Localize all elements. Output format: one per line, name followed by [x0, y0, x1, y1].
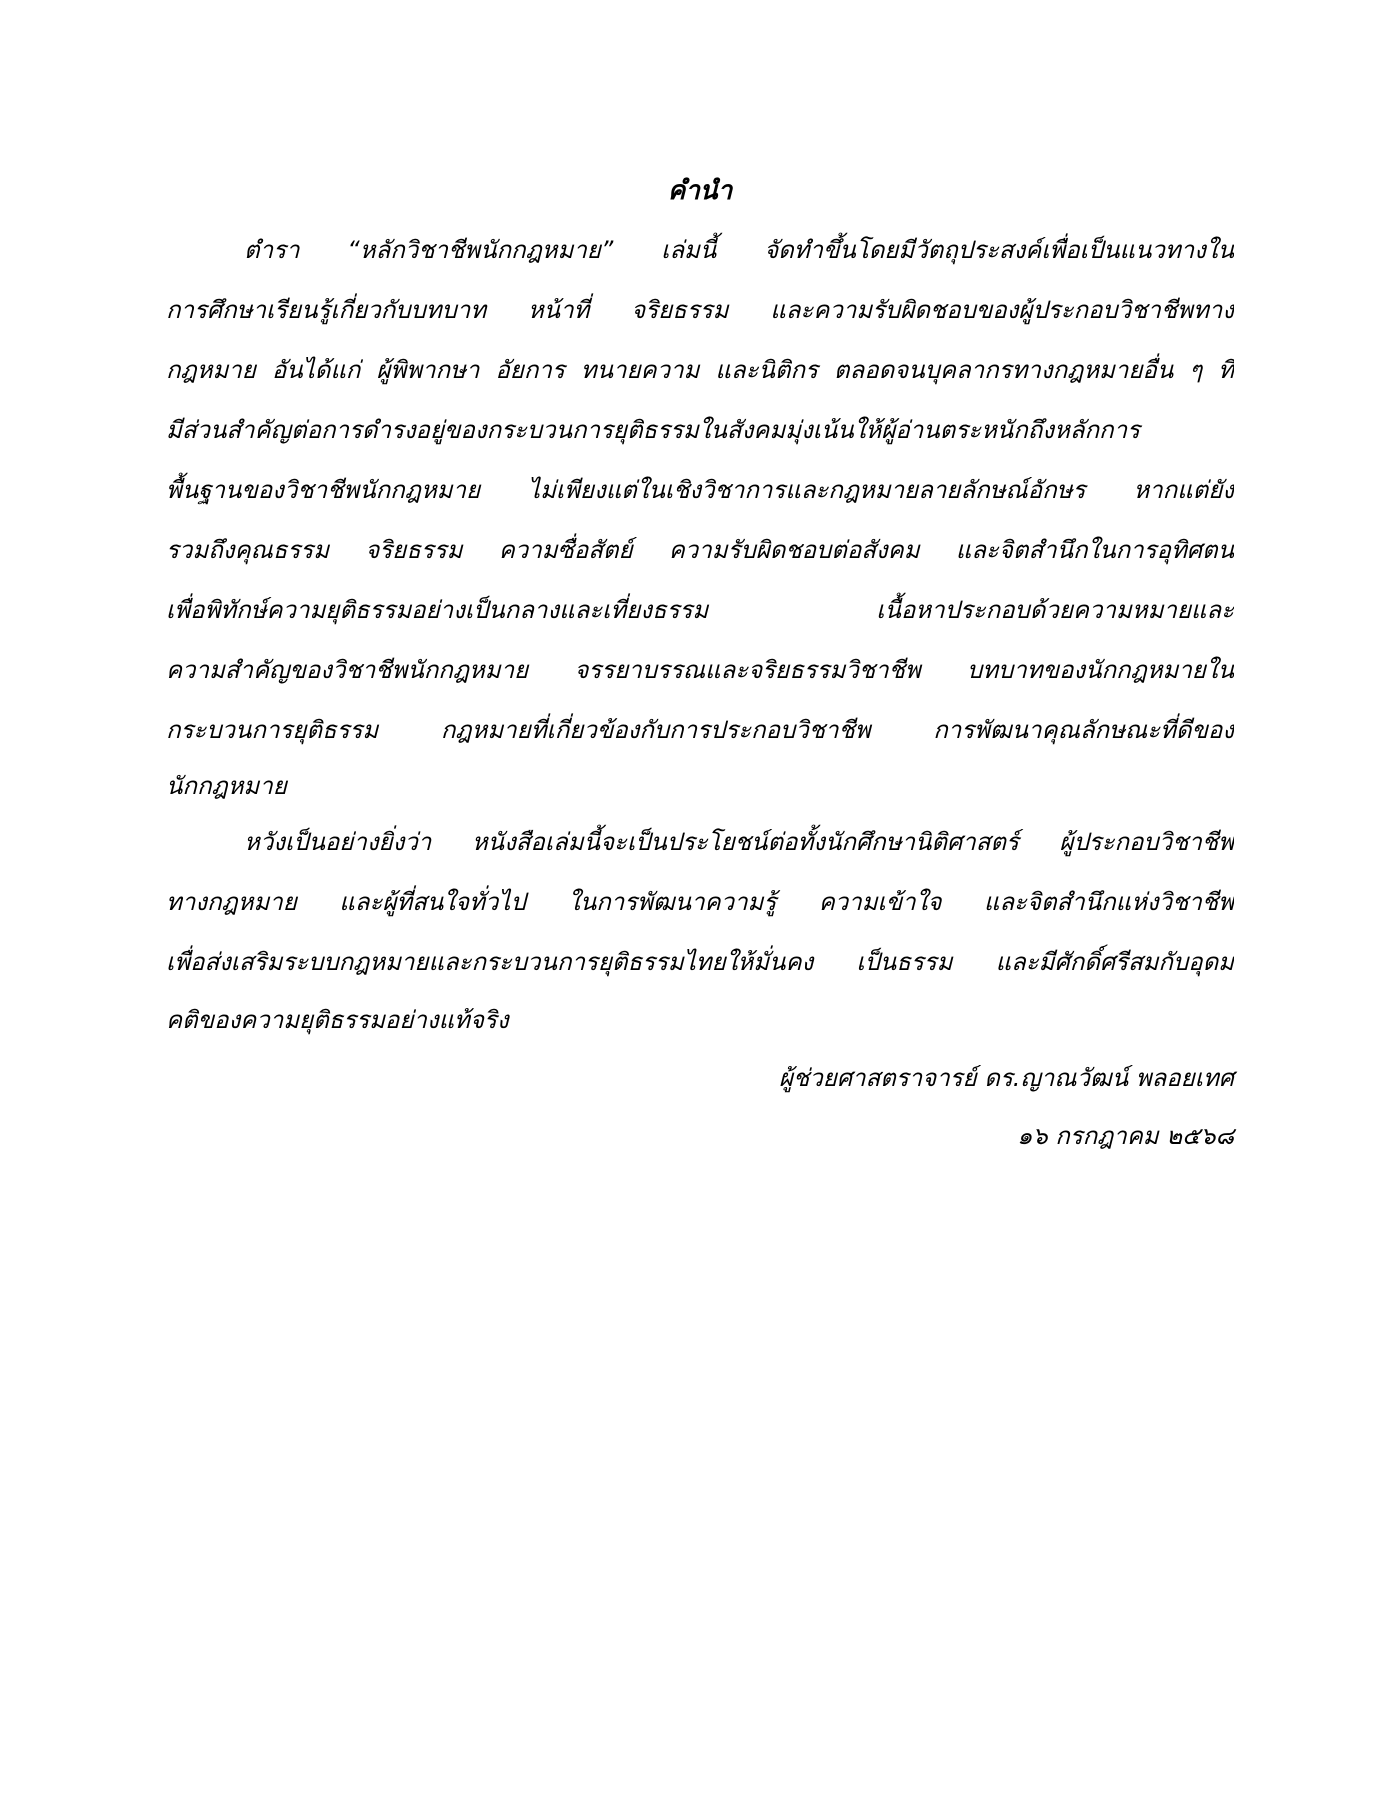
paragraph-1-line: มีส่วนสำคัญต่อการดำรงอยู่ของกระบวนการยุติธรรมในสังคมมุ่งเน้นให้ผู้อ่านตระหนักถึงหลักการ [166, 416, 1140, 444]
paragraph-1-line: รวมถึงคุณธรรม จริยธรรม ความซื่อสัตย์ ความรับผิดชอบต่อสังคม และจิตสำนึกในการอุทิศตน [166, 536, 1234, 564]
paragraph-1-line: ตำรา “หลักวิชาชีพนักกฎหมาย” เล่มนี้ จัดทำขึ้นโดยมีวัตถุประสงค์เพื่อเป็นแนวทางใน [244, 236, 1234, 264]
paragraph-1-line: เพื่อพิทักษ์ความยุติธรรมอย่างเป็นกลางและเที่ยงธรรม เนื้อหาประกอบด้วยความหมายและ [166, 596, 1234, 624]
paragraph-1-line: กฎหมาย อันได้แก่ ผู้พิพากษา อัยการ ทนายความ และนิติกร ตลอดจนบุคลากรทางกฎหมายอื่น ๆ ที่ [166, 356, 1234, 384]
paragraph-2-line: คติของความยุติธรรมอย่างแท้จริง [166, 1006, 509, 1034]
paragraph-1-line: พื้นฐานของวิชาชีพนักกฎหมาย ไม่เพียงแต่ในเชิงวิชาการและกฎหมายลายลักษณ์อักษร หากแต่ยัง [166, 476, 1234, 504]
paragraph-2-line: ทางกฎหมาย และผู้ที่สนใจทั่วไป ในการพัฒนาความรู้ ความเข้าใจ และจิตสำนึกแห่งวิชาชีพ [166, 888, 1234, 916]
paragraph-1-line: ความสำคัญของวิชาชีพนักกฎหมาย จรรยาบรรณและจริยธรรมวิชาชีพ บทบาทของนักกฎหมายใน [166, 656, 1234, 684]
paragraph-1-line: นักกฎหมาย [166, 772, 287, 800]
signature-date: ๑๖ กรกฎาคม ๒๕๖๘ [1017, 1122, 1234, 1150]
paragraph-1-line: กระบวนการยุติธรรม กฎหมายที่เกี่ยวข้องกับการประกอบวิชาชีพ การพัฒนาคุณลักษณะที่ดีของ [166, 716, 1234, 744]
paragraph-1-line: การศึกษาเรียนรู้เกี่ยวกับบทบาท หน้าที่ จริยธรรม และความรับผิดชอบของผู้ประกอบวิชาชีพทาง [166, 296, 1234, 324]
signature-author: ผู้ช่วยศาสตราจารย์ ดร.ญาณวัฒน์ พลอยเทศ [778, 1064, 1234, 1092]
paragraph-2-line: เพื่อส่งเสริมระบบกฎหมายและกระบวนการยุติธรรมไทยให้มั่นคง เป็นธรรม และมีศักดิ์ศรีสมกับอุดม [166, 948, 1234, 976]
page-title: คำนำ [667, 176, 733, 206]
paragraph-2-line: หวังเป็นอย่างยิ่งว่า หนังสือเล่มนี้จะเป็นประโยชน์ต่อทั้งนักศึกษานิติศาสตร์ ผู้ประกอบวิชาชีพ [244, 828, 1234, 856]
